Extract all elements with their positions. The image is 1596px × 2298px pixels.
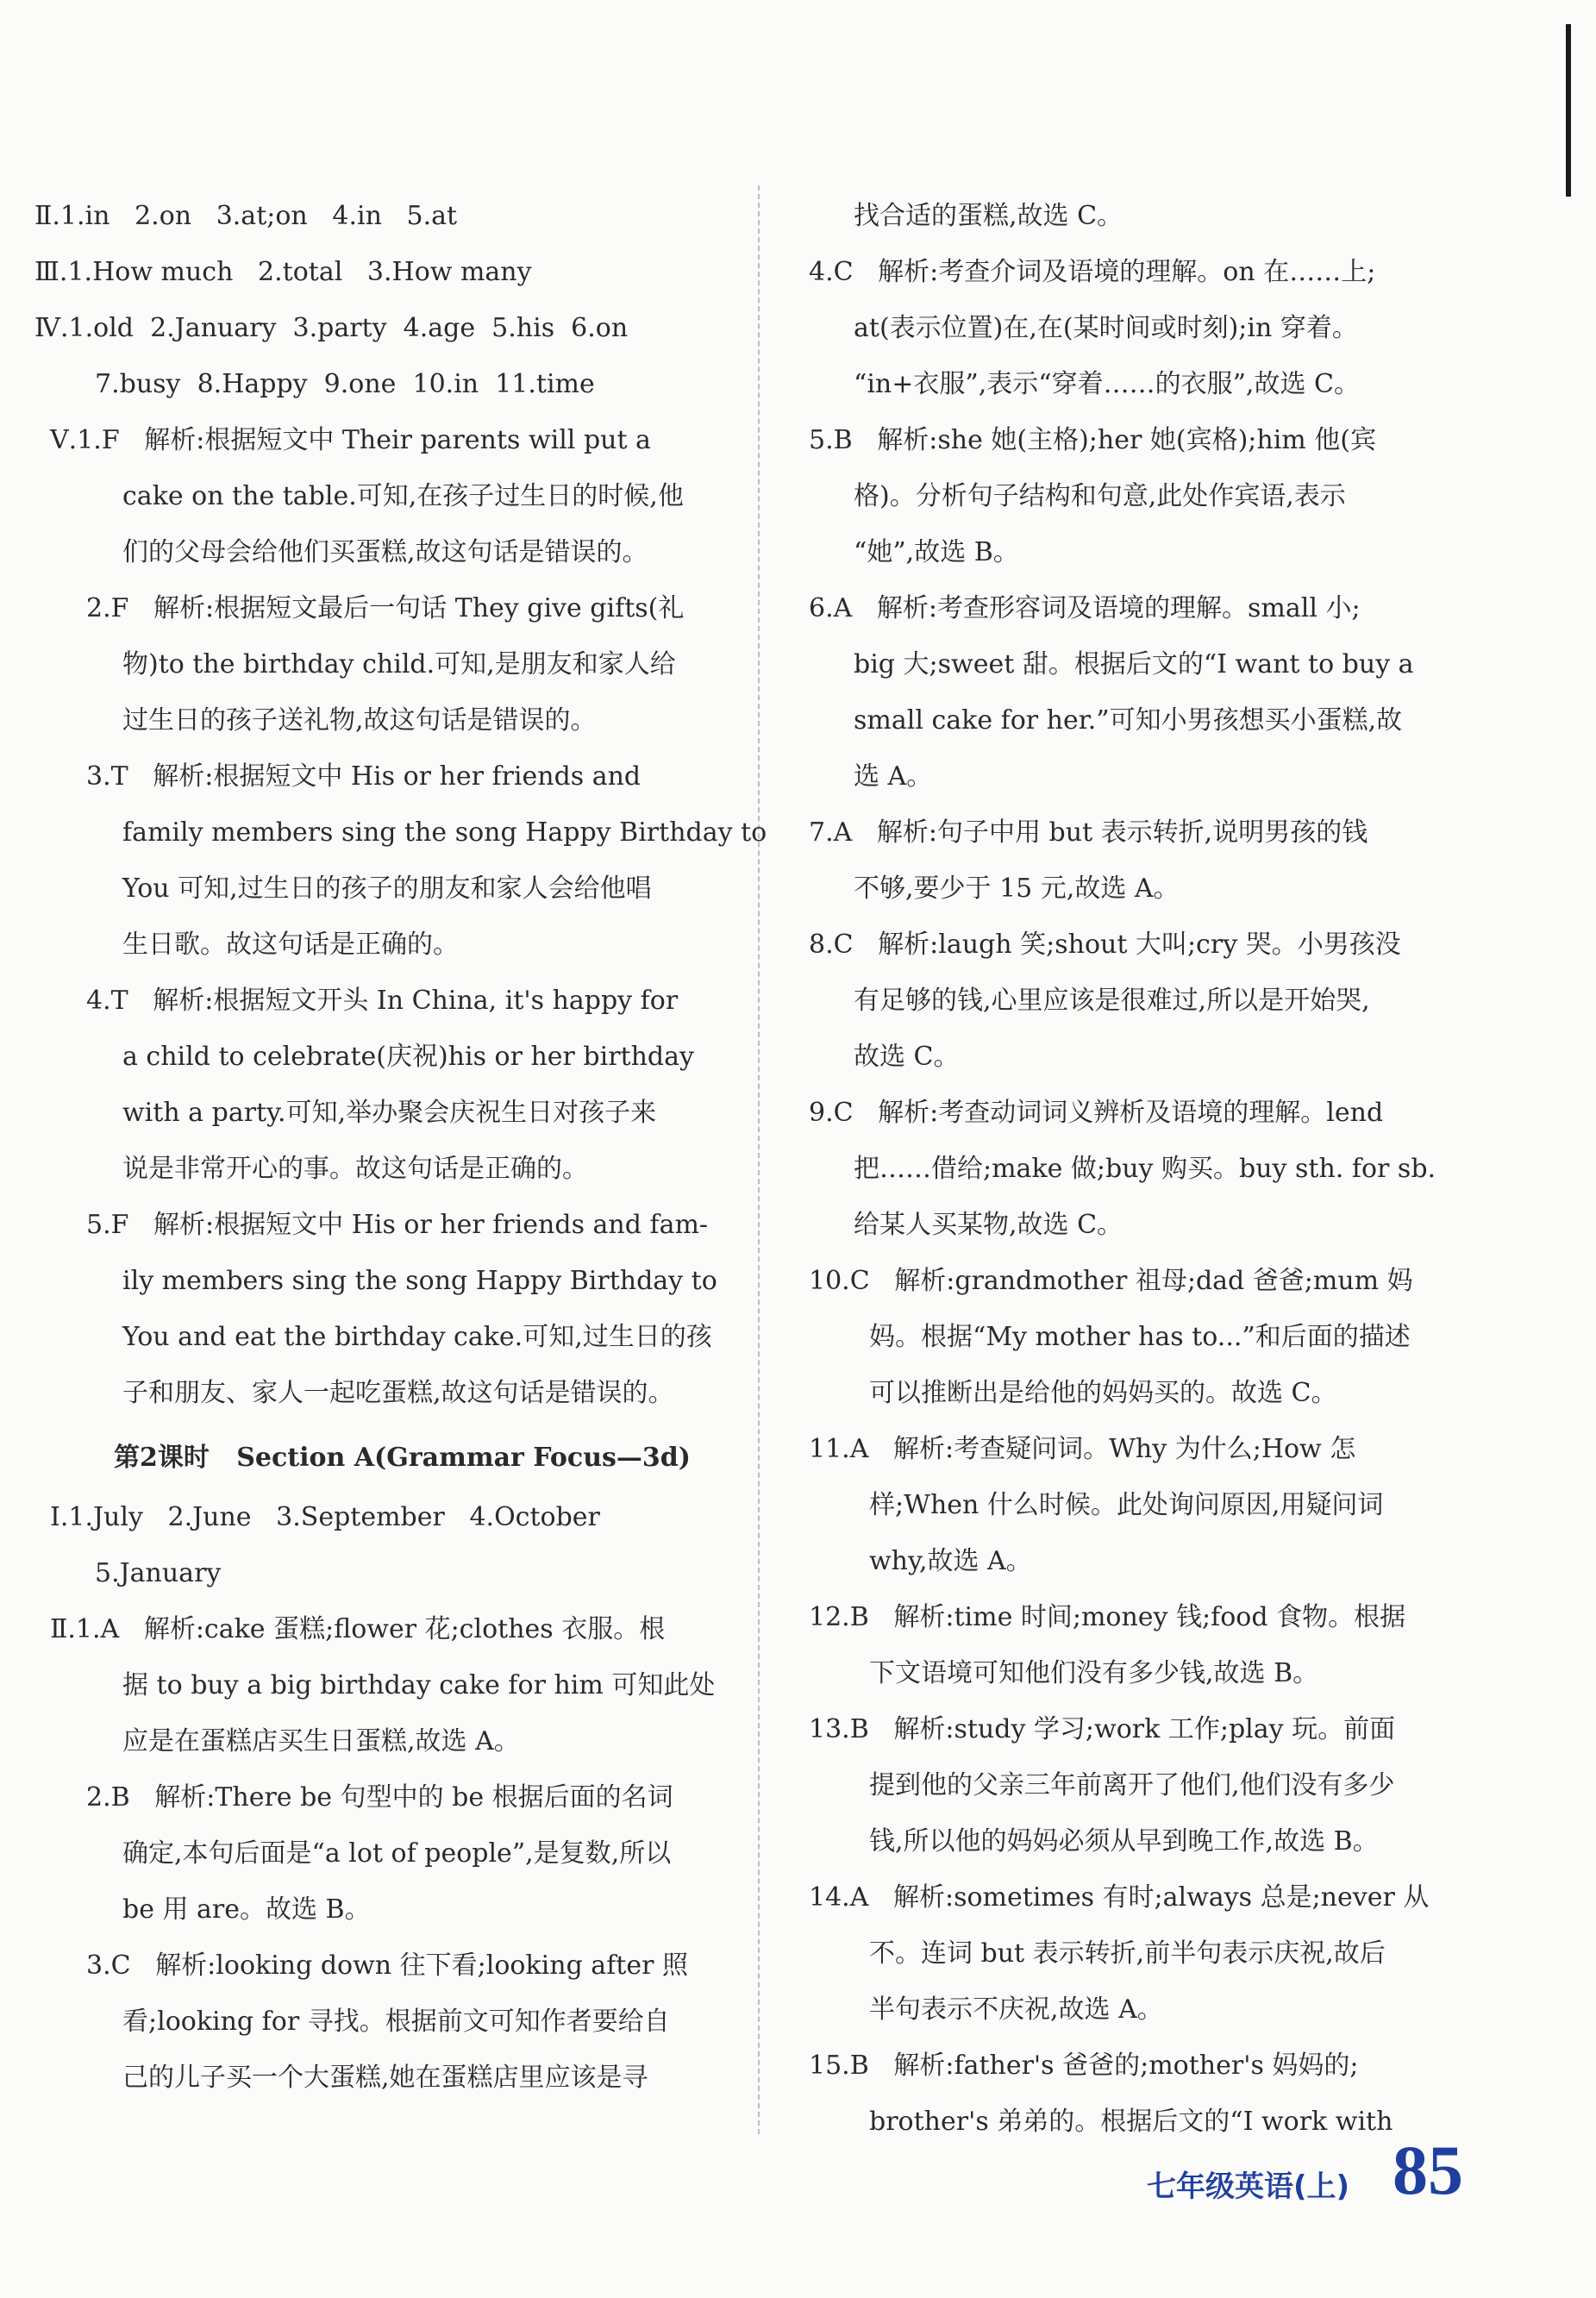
- answer-line: 据 to buy a big birthday cake for him 可知此处: [122, 1670, 716, 1700]
- answer-line: 13.B 解析:study 学习;work 工作;play 玩。前面: [809, 1714, 1396, 1744]
- answer-line: family members sing the song Happy Birthday to: [122, 817, 767, 848]
- answer-line: be 用 are。故选 B。: [122, 1894, 371, 1925]
- footer-subject-label: 七年级英语(上): [1147, 2170, 1350, 2204]
- answer-line: 应是在蛋糕店买生日蛋糕,故选 A。: [122, 1726, 520, 1756]
- answer-line: at(表示位置)在,在(某时间或时刻);in 穿着。: [854, 313, 1358, 343]
- answer-line: 2.F 解析:根据短文最后一句话 They give gifts(礼: [86, 593, 685, 623]
- column-divider: [758, 185, 760, 2134]
- page-number: 85: [1393, 2131, 1463, 2209]
- answer-line: 生日歌。故这句话是正确的。: [122, 930, 459, 960]
- page-edge-bar: [1566, 24, 1571, 197]
- answer-line: 不够,要少于 15 元,故选 A。: [854, 873, 1180, 904]
- answer-line: 9.C 解析:考查动词词义辨析及语境的理解。lend: [809, 1098, 1384, 1128]
- answer-line: 物)to the birthday child.可知,是朋友和家人给: [122, 649, 676, 679]
- answer-line: 子和朋友、家人一起吃蛋糕,故这句话是错误的。: [122, 1378, 674, 1408]
- answer-line: 5.January: [95, 1558, 222, 1588]
- answer-line: 半句表示不庆祝,故选 A。: [869, 1994, 1163, 2025]
- answer-line: 们的父母会给他们买蛋糕,故这句话是错误的。: [122, 537, 648, 567]
- answer-line: why,故选 A。: [869, 1546, 1032, 1576]
- answer-line: 3.T 解析:根据短文中 His or her friends and: [86, 761, 642, 792]
- answer-line: “她”,故选 B。: [854, 537, 1019, 567]
- answer-line: 4.C 解析:考查介词及语境的理解。on 在……上;: [809, 257, 1376, 287]
- answer-line: 有足够的钱,心里应该是很难过,所以是开始哭,: [854, 986, 1370, 1016]
- answer-line: 14.A 解析:sometimes 有时;always 总是;never 从: [809, 1882, 1430, 1913]
- answer-line: Ⅴ.1.F 解析:根据短文中 Their parents will put a: [50, 425, 651, 455]
- answer-line: 找合适的蛋糕,故选 C。: [854, 201, 1123, 231]
- answer-line: 看;looking for 寻找。根据前文可知作者要给自: [122, 2007, 670, 2037]
- answer-line: 7.busy 8.Happy 9.one 10.in 11.time: [95, 369, 595, 399]
- answer-line: 格)。分析句子结构和句意,此处作宾语,表示: [854, 481, 1346, 511]
- answer-line: 样;When 什么时候。此处询问原因,用疑问词: [869, 1490, 1384, 1520]
- answer-line: 己的儿子买一个大蛋糕,她在蛋糕店里应该是寻: [122, 2063, 648, 2093]
- answer-line: “in+衣服”,表示“穿着……的衣服”,故选 C。: [854, 369, 1360, 399]
- answer-line: 下文语境可知他们没有多少钱,故选 B。: [869, 1658, 1319, 1688]
- answer-line: 妈。根据“My mother has to...”和后面的描述: [869, 1322, 1411, 1352]
- answer-line: a child to celebrate(庆祝)his or her birthday: [122, 1042, 694, 1072]
- answer-line: 把……借给;make 做;buy 购买。buy sth. for sb.: [854, 1154, 1436, 1184]
- lesson-heading: 第2课时 Section A(Grammar Focus—3d): [114, 1443, 691, 1473]
- answer-line: brother's 弟弟的。根据后文的“I work with: [869, 2107, 1393, 2137]
- answer-line: 给某人买某物,故选 C。: [854, 1210, 1123, 1240]
- answer-line: 15.B 解析:father's 爸爸的;mother's 妈妈的;: [809, 2051, 1359, 2081]
- answer-line: 选 A。: [854, 761, 933, 792]
- answer-line: 不。连词 but 表示转折,前半句表示庆祝,故后: [869, 1938, 1386, 1969]
- answer-line: 3.C 解析:looking down 往下看;looking after 照: [86, 1950, 688, 1981]
- answer-line: 5.B 解析:she 她(主格);her 她(宾格);him 他(宾: [809, 425, 1376, 455]
- answer-line: 过生日的孩子送礼物,故这句话是错误的。: [122, 705, 597, 736]
- answer-line: 10.C 解析:grandmother 祖母;dad 爸爸;mum 妈: [809, 1266, 1413, 1296]
- answer-line: 8.C 解析:laugh 笑;shout 大叫;cry 哭。小男孩没: [809, 930, 1401, 960]
- left-column: [34, 188, 767, 2106]
- answer-line: Ⅰ.1.July 2.June 3.September 4.October: [50, 1502, 600, 1532]
- answer-line: 4.T 解析:根据短文开头 In China, it's happy for: [86, 986, 679, 1016]
- answer-line: Ⅱ.1.A 解析:cake 蛋糕;flower 花;clothes 衣服。根: [50, 1614, 666, 1644]
- answer-line: 12.B 解析:time 时间;money 钱;food 食物。根据: [809, 1602, 1406, 1632]
- answer-line: small cake for her.”可知小男孩想买小蛋糕,故: [854, 705, 1403, 736]
- answer-line: ily members sing the song Happy Birthday to: [122, 1266, 717, 1296]
- answer-line: Ⅲ.1.How much 2.total 3.How many: [34, 257, 532, 287]
- answer-line: 2.B 解析:There be 句型中的 be 根据后面的名词: [86, 1782, 673, 1813]
- answer-line: with a party.可知,举办聚会庆祝生日对孩子来: [122, 1098, 657, 1128]
- right-column: [793, 188, 1483, 2150]
- answer-line: 提到他的父亲三年前离开了他们,他们没有多少: [869, 1770, 1395, 1800]
- answer-line: 钱,所以他的妈妈必须从早到晚工作,故选 B。: [869, 1826, 1379, 1857]
- answer-line: 11.A 解析:考查疑问词。Why 为什么;How 怎: [809, 1434, 1356, 1464]
- answer-line: big 大;sweet 甜。根据后文的“I want to buy a: [854, 649, 1414, 679]
- answer-line: Ⅳ.1.old 2.January 3.party 4.age 5.his 6.on: [34, 313, 629, 343]
- answer-line: 7.A 解析:句子中用 but 表示转折,说明男孩的钱: [809, 817, 1368, 848]
- answer-line: Ⅱ.1.in 2.on 3.at;on 4.in 5.at: [34, 201, 458, 231]
- answer-line: cake on the table.可知,在孩子过生日的时候,他: [122, 481, 684, 511]
- answer-line: 6.A 解析:考查形容词及语境的理解。small 小;: [809, 593, 1361, 623]
- answer-line: 可以推断出是给他的妈妈买的。故选 C。: [869, 1378, 1337, 1408]
- answer-line: You 可知,过生日的孩子的朋友和家人会给他唱: [122, 873, 652, 904]
- answer-line: 故选 C。: [854, 1042, 960, 1072]
- answer-line: 说是非常开心的事。故这句话是正确的。: [122, 1154, 588, 1184]
- answer-line: 5.F 解析:根据短文中 His or her friends and fam-: [86, 1210, 709, 1240]
- answer-line: 确定,本句后面是“a lot of people”,是复数,所以: [122, 1838, 672, 1869]
- answer-line: You and eat the birthday cake.可知,过生日的孩: [122, 1322, 712, 1352]
